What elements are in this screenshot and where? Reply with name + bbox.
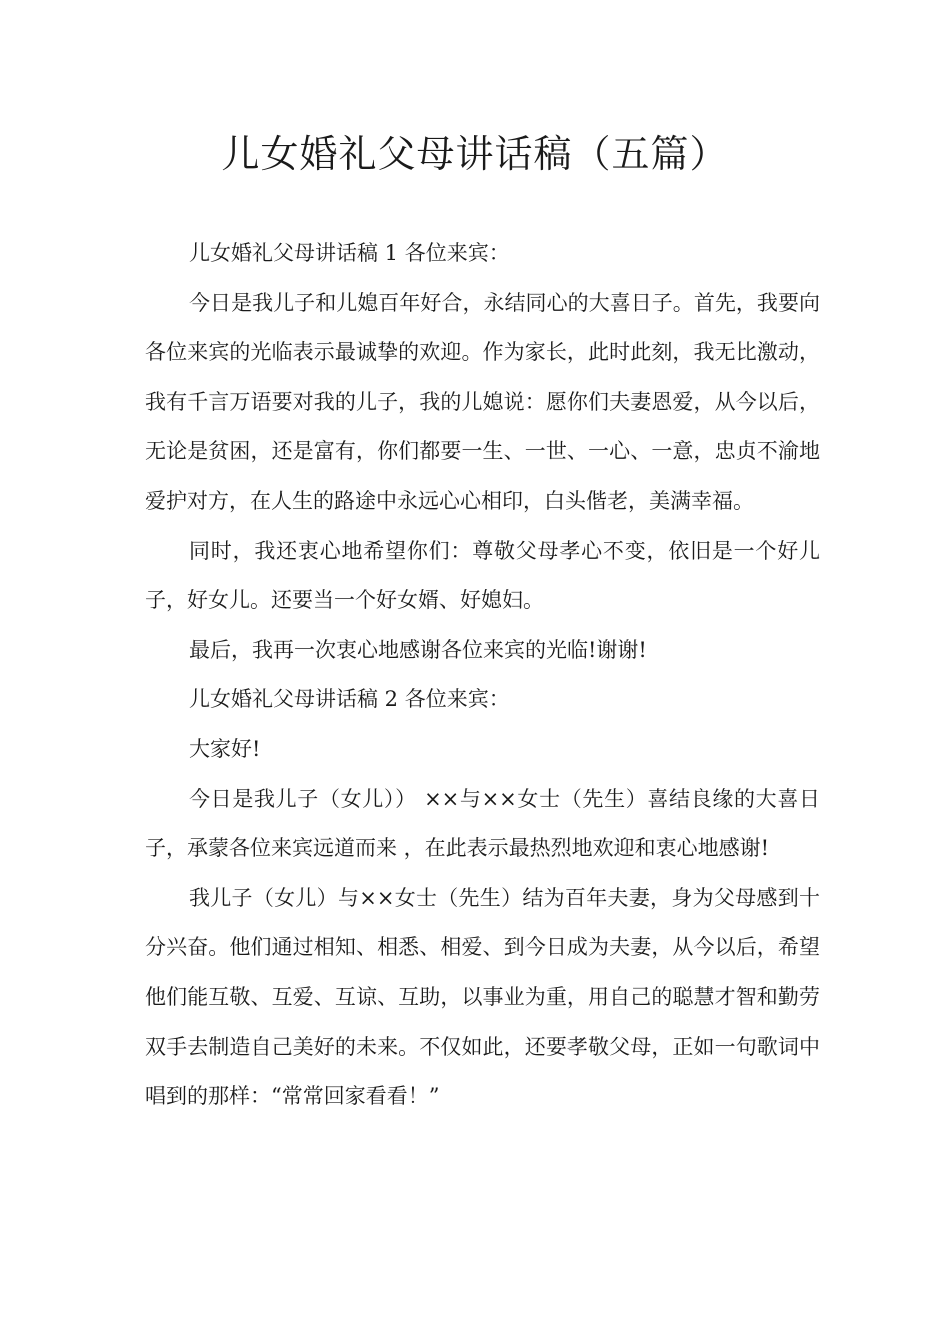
paragraph: 大家好!	[189, 736, 261, 761]
paragraph: 儿女婚礼父母讲话稿 1 各位来宾：	[189, 241, 510, 265]
paragraph: 同时，我还衷心地希望你们：尊敬父母孝心不变，依旧是一个好儿子，好女儿。还要当一个好女婿、好媳妇。	[145, 538, 820, 613]
paragraph: 儿女婚礼父母讲话稿 2 各位来宾：	[189, 687, 510, 712]
paragraph: 最后，我再一次衷心地感谢各位来宾的光临!谢谢!	[189, 637, 647, 662]
paragraph: 我儿子（女儿）与××女士（先生）结为百年夫妻，身为父母感到十分兴奋。他们通过相知、相悉、相爱、到今日成为夫妻，从今以后，希望他们能互敬、互爱、互谅、互助，以事业为重，用自己的聪慧才智和勤劳双手去制造自己美好的未来。不仅如此，还要孝敬父母，正如一句歌词中唱到的那样：“常常回家看看！”	[145, 885, 820, 1109]
document-body	[145, 229, 820, 1122]
paragraph: 今日是我儿子（女儿）） ××与××女士（先生）喜结良缘的大喜日子，承蒙各位来宾远道而来 ，在此表示最热烈地欢迎和衷心地感谢!	[145, 786, 820, 861]
paragraph: 今日是我儿子和儿媳百年好合，永结同心的大喜日子。首先，我要向各位来宾的光临表示最诚挚的欢迎。作为家长，此时此刻，我无比激动，我有千言万语要对我的儿子，我的儿媳说：愿你们夫妻恩爱，从今以后，无论是贫困，还是富有，你们都要一生、一世、一心、一意，忠贞不渝地爱护对方，在人生的路途中永远心心相印，白头偕老，美满幸福。	[145, 290, 820, 513]
document-title: 儿女婚礼父母讲话稿（五篇）	[221, 132, 729, 176]
